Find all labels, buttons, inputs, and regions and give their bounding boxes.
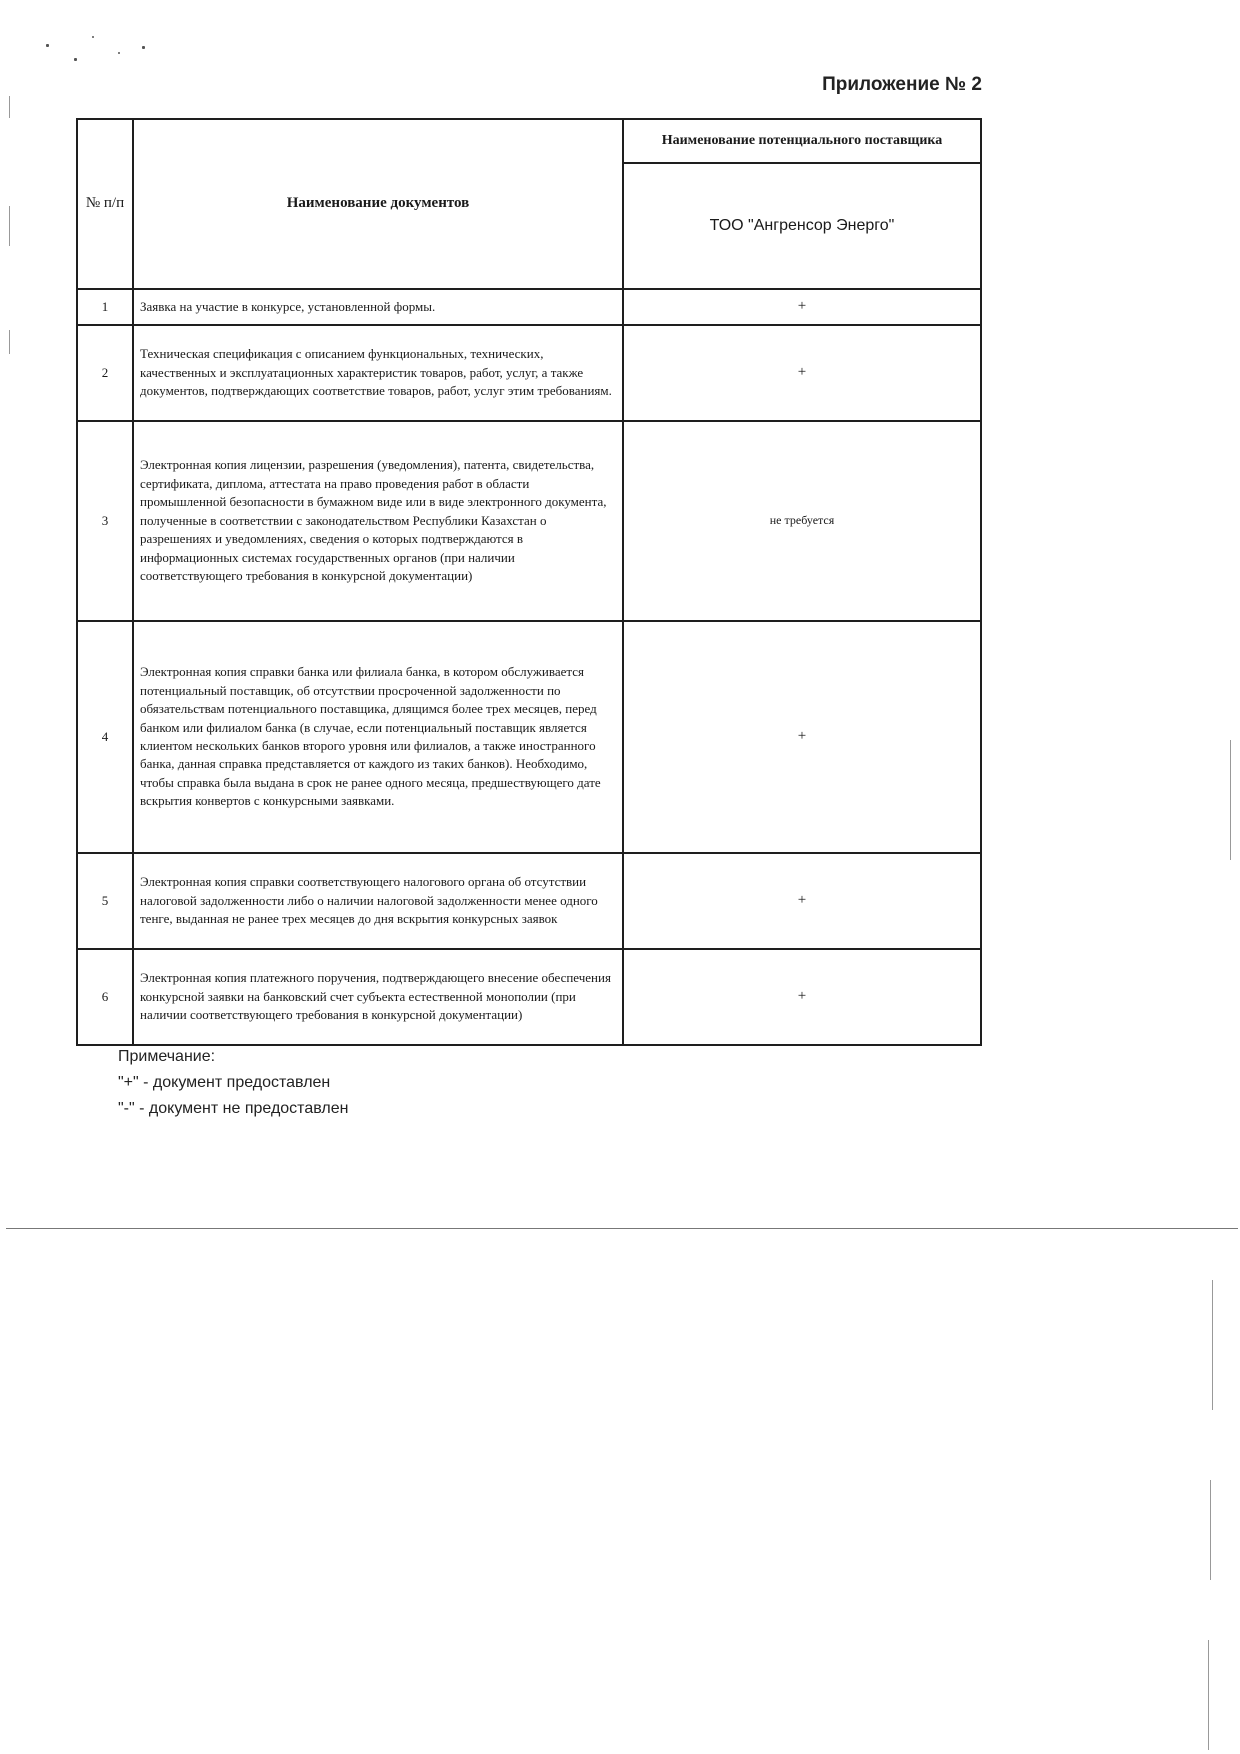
note-title: Примечание: [118, 1048, 216, 1065]
row-num: 6 [77, 949, 133, 1045]
scan-edge-mark [9, 206, 10, 246]
row-mark: не требуется [623, 421, 981, 621]
scan-edge-mark [1208, 1640, 1209, 1750]
row-mark: + [623, 289, 981, 325]
scan-edge-mark [9, 96, 10, 118]
page-divider [6, 1228, 1238, 1229]
note-line-provided: "+" - документ предоставлен [118, 1074, 331, 1091]
table-row [77, 621, 981, 853]
row-num: 2 [77, 325, 133, 421]
scan-edge-mark [1210, 1480, 1211, 1580]
scan-edge-mark [9, 330, 10, 354]
row-num: 4 [77, 621, 133, 853]
header-documents: Наименование документов [133, 119, 623, 289]
header-supplier-name: ТОО "Ангренсор Энерго" [623, 163, 981, 289]
scan-speck [142, 46, 145, 49]
table-row [77, 853, 981, 949]
note-line-not-provided: "-" - документ не предоставлен [118, 1100, 349, 1117]
row-mark: + [623, 621, 981, 853]
appendix-title: Приложение № 2 [822, 74, 982, 95]
row-document: Заявка на участие в конкурсе, установленной формы. [133, 289, 623, 325]
scan-speck [46, 44, 49, 47]
row-document: Электронная копия справки банка или филиала банка, в котором обслуживается потенциальный поставщик, об отсутствии просроченной задолженности по обязательствам потенциального поставщика, длящимся более трех месяцев, перед банком или филиалом банка (в случае, если потенциальный поставщик является клиентом нескольких банков второго уровня или филиалов, а также иностранного банка, данная справка представляется от каждого из таких банков). Необходимо, чтобы справка была выдана в срок не ранее одного месяца, предшествующего дате вскрытия конвертов с конкурсными заявками. [133, 621, 623, 853]
row-document: Электронная копия лицензии, разрешения (уведомления), патента, свидетельства, сертификата, диплома, аттестата на право проведения работ в области промышленной безопасности в бумажном виде или в виде электронного документа, полученные в соответствии с законодательством Республики Казахстан о разрешениях и уведомлениях, сведения о которых подтверждаются в информационных системах государственных органов (при наличии соответствующего требования в конкурсной документации) [133, 421, 623, 621]
table-row [77, 289, 981, 325]
legend-note [118, 1044, 348, 1122]
row-mark: + [623, 325, 981, 421]
row-num: 3 [77, 421, 133, 621]
scan-speck [92, 36, 94, 38]
row-mark: + [623, 853, 981, 949]
row-document: Техническая спецификация с описанием функциональных, технических, качественных и эксплуатационных характеристик товаров, работ, услуг, а также документов, подтверждающих соответствие товаров, работ, услуг этим требованиям. [133, 325, 623, 421]
row-num: 1 [77, 289, 133, 325]
scan-speck [74, 58, 77, 61]
row-document: Электронная копия платежного поручения, подтверждающего внесение обеспечения конкурсной заявки на банковский счет субъекта естественной монополии (при наличии соответствующего требования в конкурсной документации) [133, 949, 623, 1045]
row-num: 5 [77, 853, 133, 949]
scan-speck [118, 52, 120, 54]
row-mark: + [623, 949, 981, 1045]
table-row [77, 421, 981, 621]
table-row [77, 325, 981, 421]
row-document: Электронная копия справки соответствующего налогового органа об отсутствии налоговой задолженности либо о наличии налоговой задолженности менее одного тенге, выданная не ранее трех месяцев до дня вскрытия конкурсных заявок [133, 853, 623, 949]
header-num: № п/п [77, 119, 133, 289]
header-supplier-group: Наименование потенциального поставщика [623, 119, 981, 163]
scan-edge-mark [1230, 740, 1231, 860]
scan-edge-mark [1212, 1280, 1213, 1410]
table-row [77, 949, 981, 1045]
documents-table [76, 118, 982, 1046]
